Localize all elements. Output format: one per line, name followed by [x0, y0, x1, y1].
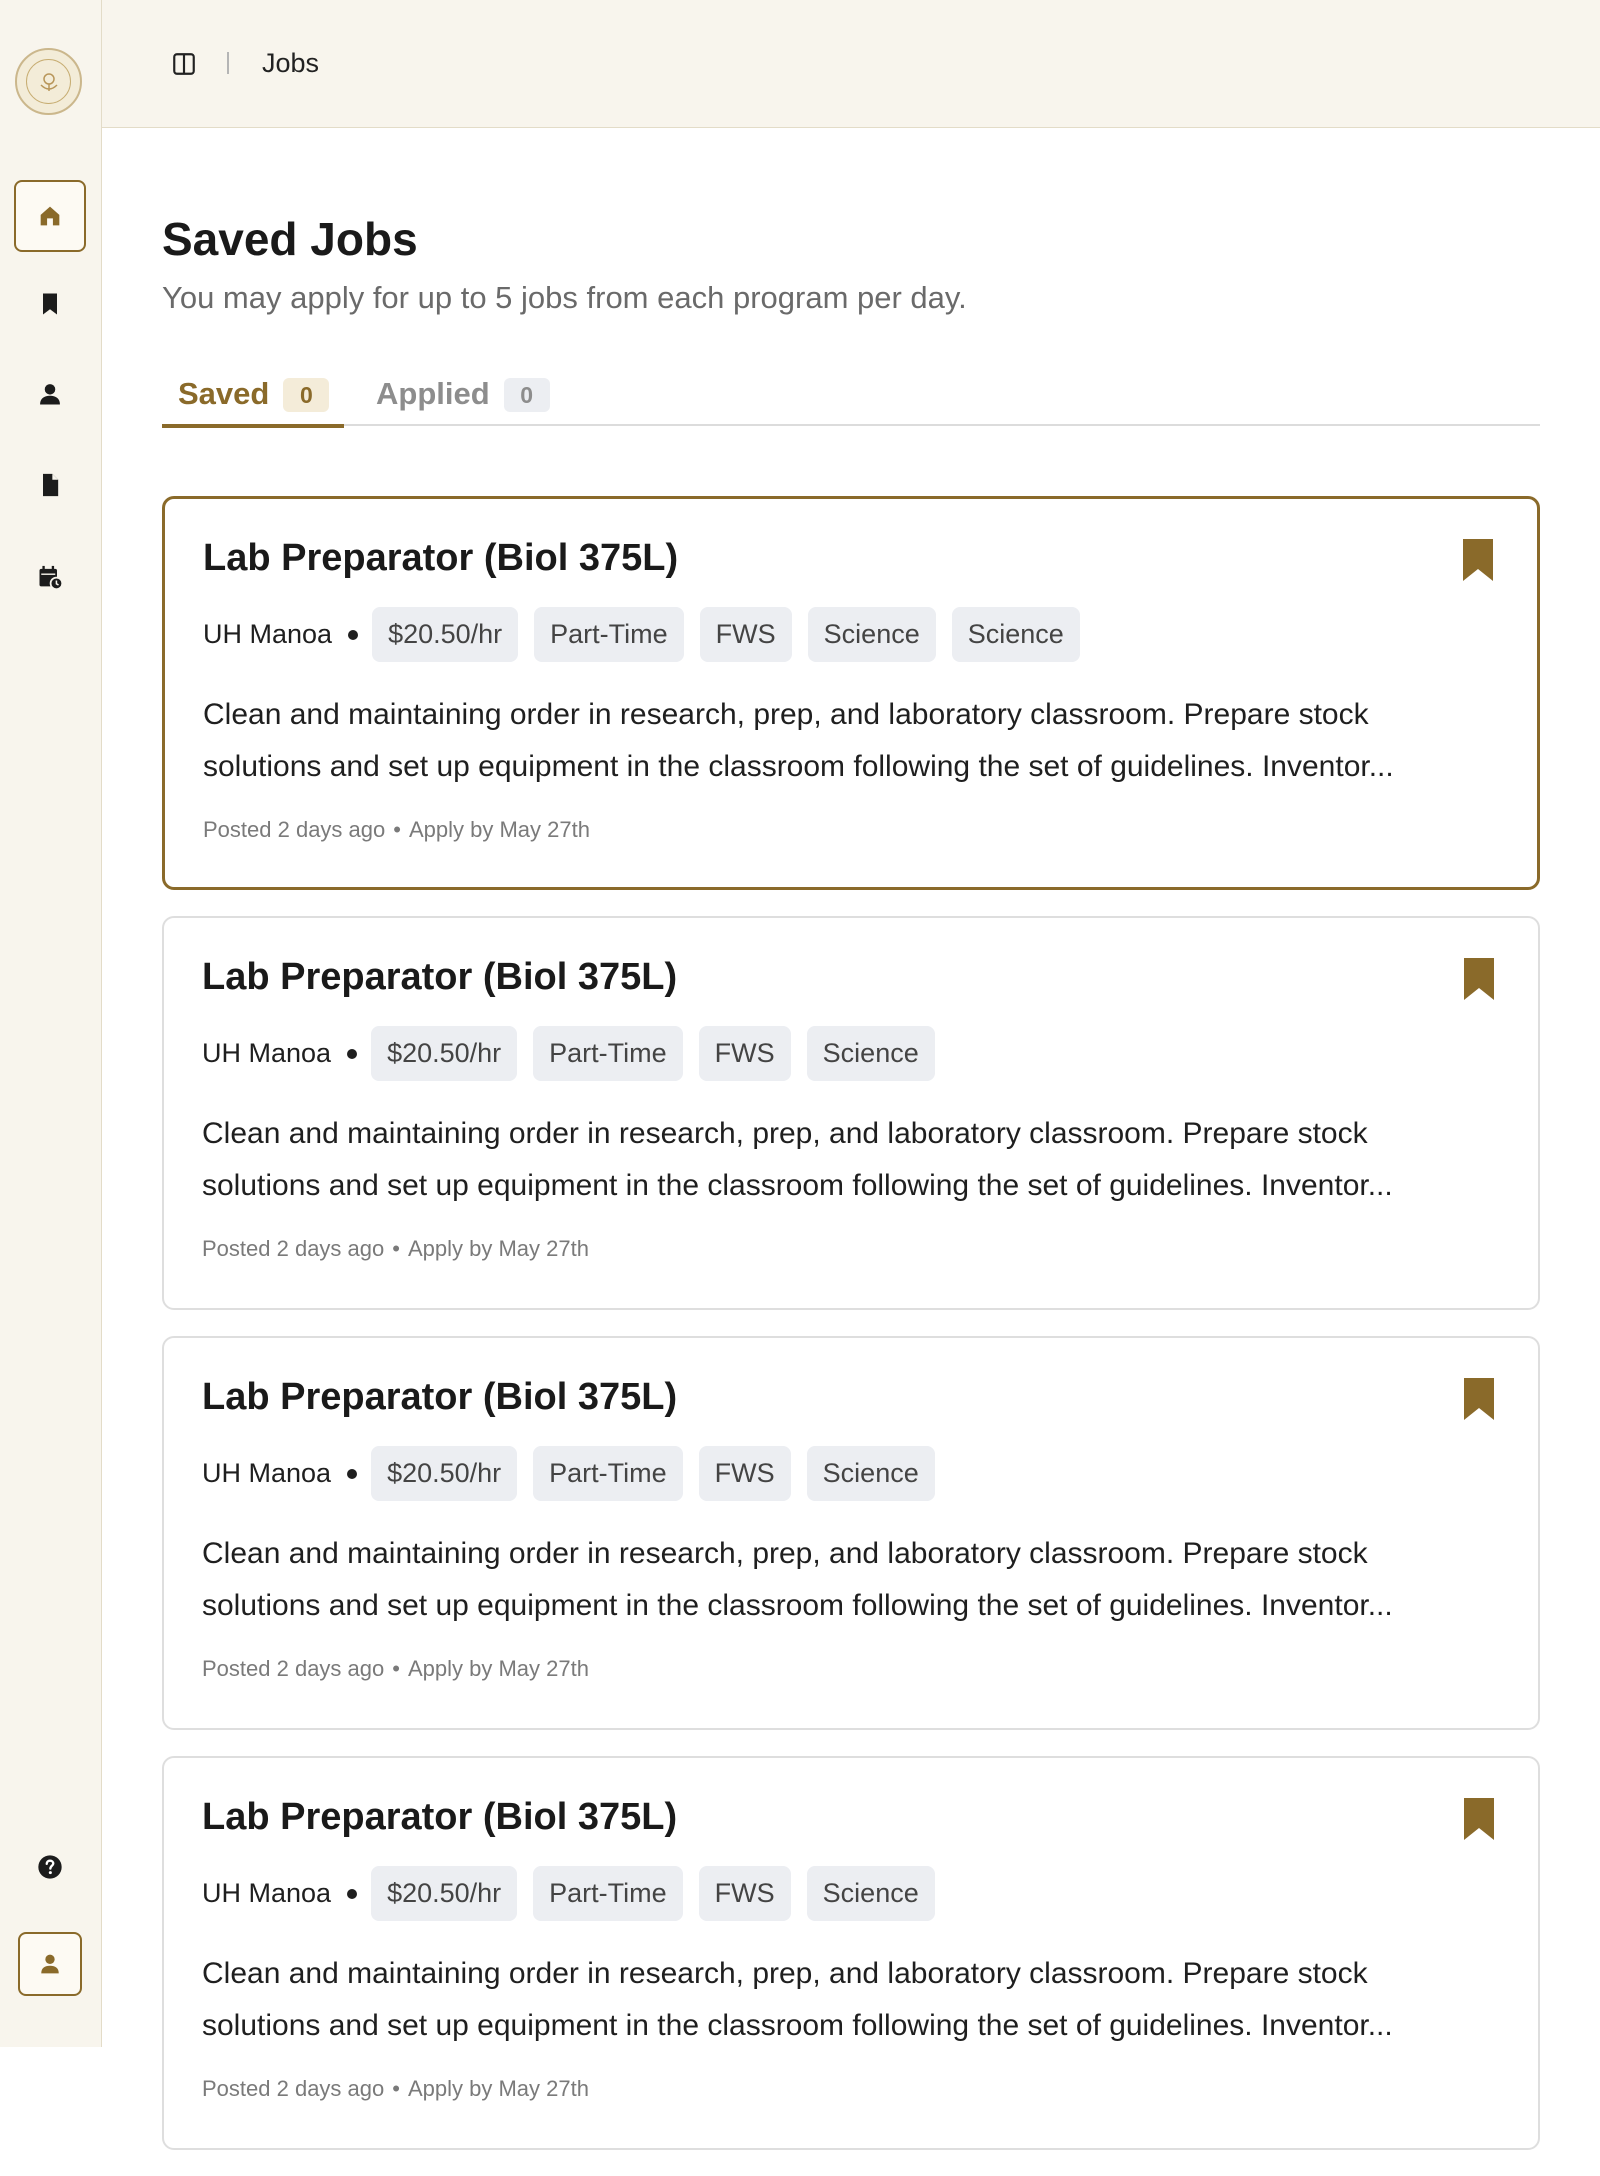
- job-description-line: Clean and maintaining order in research, prep, and laboratory classroom. Prepare stock: [203, 698, 1369, 731]
- job-dates: Posted 2 days ago • Apply by May 27th: [202, 1236, 589, 1261]
- job-description: [202, 1948, 1502, 2052]
- job-deadline: Apply by May 27th: [407, 1656, 589, 1681]
- profile-icon: [36, 1950, 64, 1978]
- job-dates: Posted 2 days ago • Apply by May 27th: [202, 1656, 589, 1681]
- job-deadline: Apply by May 27th: [408, 817, 590, 842]
- meta-dot-separator: [347, 1469, 357, 1479]
- job-employer: UH Manoa: [203, 619, 333, 649]
- bookmark-icon[interactable]: [1464, 1378, 1494, 1420]
- job-list: [162, 496, 1540, 2176]
- nav-saved-button[interactable]: [14, 268, 86, 340]
- job-title: Lab Preparator (Biol 375L): [202, 956, 678, 998]
- job-employer: UH Manoa: [202, 1878, 332, 1908]
- job-title: Lab Preparator (Biol 375L): [203, 537, 679, 579]
- seal-emblem-icon: [36, 69, 62, 95]
- university-seal-logo[interactable]: [15, 48, 82, 115]
- tab-bar: [162, 368, 1540, 426]
- job-tag: $20.50/hr: [372, 607, 518, 662]
- job-description: [202, 1528, 1502, 1632]
- help-button[interactable]: [14, 1831, 86, 1903]
- job-meta: [202, 1026, 951, 1081]
- top-header: [102, 0, 1600, 128]
- job-tag: Science: [807, 1446, 935, 1501]
- bookmark-icon[interactable]: [1463, 539, 1493, 581]
- job-tag: FWS: [699, 1446, 791, 1501]
- tab-saved-label: Saved: [178, 376, 270, 411]
- job-employer: UH Manoa: [202, 1038, 332, 1068]
- job-card[interactable]: [162, 916, 1540, 1310]
- meta-dot-separator: [348, 630, 358, 640]
- account-button[interactable]: [18, 1932, 82, 1996]
- job-meta: [203, 607, 1096, 662]
- nav-home-button[interactable]: [14, 180, 86, 252]
- job-tag: Science: [807, 1866, 935, 1921]
- page-title: Saved Jobs: [162, 213, 418, 265]
- breadcrumb-separator: [227, 52, 229, 74]
- job-tag: Science: [808, 607, 936, 662]
- nav-calendar-button[interactable]: [14, 541, 86, 613]
- tab-applied[interactable]: [376, 368, 550, 426]
- breadcrumb-current: Jobs: [262, 48, 320, 78]
- tab-applied-count: 0: [504, 378, 550, 412]
- job-title: Lab Preparator (Biol 375L): [202, 1376, 678, 1418]
- job-posted: Posted 2 days ago: [202, 2076, 385, 2101]
- job-tag: Part-Time: [533, 1866, 683, 1921]
- tab-saved-count: 0: [283, 378, 329, 412]
- job-description: [202, 1108, 1502, 1212]
- job-meta: [202, 1446, 951, 1501]
- job-description-line: Clean and maintaining order in research, prep, and laboratory classroom. Prepare stock: [202, 1957, 1368, 1990]
- tab-applied-label: Applied: [376, 376, 490, 411]
- job-tag: FWS: [699, 1866, 791, 1921]
- job-card[interactable]: [162, 496, 1540, 890]
- job-description-line: solutions and set up equipment in the classroom following the set of guidelines. Inventor...: [202, 1169, 1393, 1202]
- job-dates: Posted 2 days ago • Apply by May 27th: [202, 2076, 589, 2101]
- job-deadline: Apply by May 27th: [407, 2076, 589, 2101]
- nav-profile-button[interactable]: [14, 358, 86, 430]
- job-tag: Science: [952, 607, 1080, 662]
- meta-dot-separator: [347, 1049, 357, 1059]
- tab-saved[interactable]: [162, 368, 344, 428]
- sidebar: [0, 0, 102, 2047]
- job-description: [203, 689, 1503, 793]
- panel-toggle-icon: [171, 51, 197, 77]
- job-meta: [202, 1866, 951, 1921]
- job-description-line: solutions and set up equipment in the classroom following the set of guidelines. Inventor...: [203, 750, 1394, 783]
- job-description-line: solutions and set up equipment in the classroom following the set of guidelines. Inventor...: [202, 1589, 1393, 1622]
- job-description-line: Clean and maintaining order in research, prep, and laboratory classroom. Prepare stock: [202, 1537, 1368, 1570]
- job-title: Lab Preparator (Biol 375L): [202, 1796, 678, 1838]
- job-posted: Posted 2 days ago: [203, 817, 386, 842]
- job-tag: Part-Time: [533, 1026, 683, 1081]
- job-card[interactable]: [162, 1336, 1540, 1730]
- meta-dot-separator: [347, 1889, 357, 1899]
- bookmark-icon: [36, 290, 64, 318]
- job-description-line: Clean and maintaining order in research, prep, and laboratory classroom. Prepare stock: [202, 1117, 1368, 1150]
- bookmark-icon[interactable]: [1464, 1798, 1494, 1840]
- job-tag: Part-Time: [533, 1446, 683, 1501]
- nav-documents-button[interactable]: [14, 449, 86, 521]
- job-description-line: solutions and set up equipment in the classroom following the set of guidelines. Inventor...: [202, 2009, 1393, 2042]
- job-tag: FWS: [700, 607, 792, 662]
- job-card[interactable]: [162, 1756, 1540, 2150]
- home-icon: [36, 202, 64, 230]
- job-tag: $20.50/hr: [371, 1866, 517, 1921]
- help-icon: [36, 1853, 64, 1881]
- page-subtitle: You may apply for up to 5 jobs from each program per day.: [162, 280, 967, 315]
- job-posted: Posted 2 days ago: [202, 1656, 385, 1681]
- job-deadline: Apply by May 27th: [407, 1236, 589, 1261]
- job-tag: FWS: [699, 1026, 791, 1081]
- job-tag: $20.50/hr: [371, 1026, 517, 1081]
- job-tag: Part-Time: [534, 607, 684, 662]
- calendar-clock-icon: [36, 563, 64, 591]
- bookmark-icon[interactable]: [1464, 958, 1494, 1000]
- job-dates: Posted 2 days ago • Apply by May 27th: [203, 817, 590, 842]
- job-posted: Posted 2 days ago: [202, 1236, 385, 1261]
- job-tag: $20.50/hr: [371, 1446, 517, 1501]
- sidebar-toggle-button[interactable]: [170, 50, 198, 78]
- job-employer: UH Manoa: [202, 1458, 332, 1488]
- job-tag: Science: [807, 1026, 935, 1081]
- person-icon: [36, 380, 64, 408]
- document-icon: [36, 471, 64, 499]
